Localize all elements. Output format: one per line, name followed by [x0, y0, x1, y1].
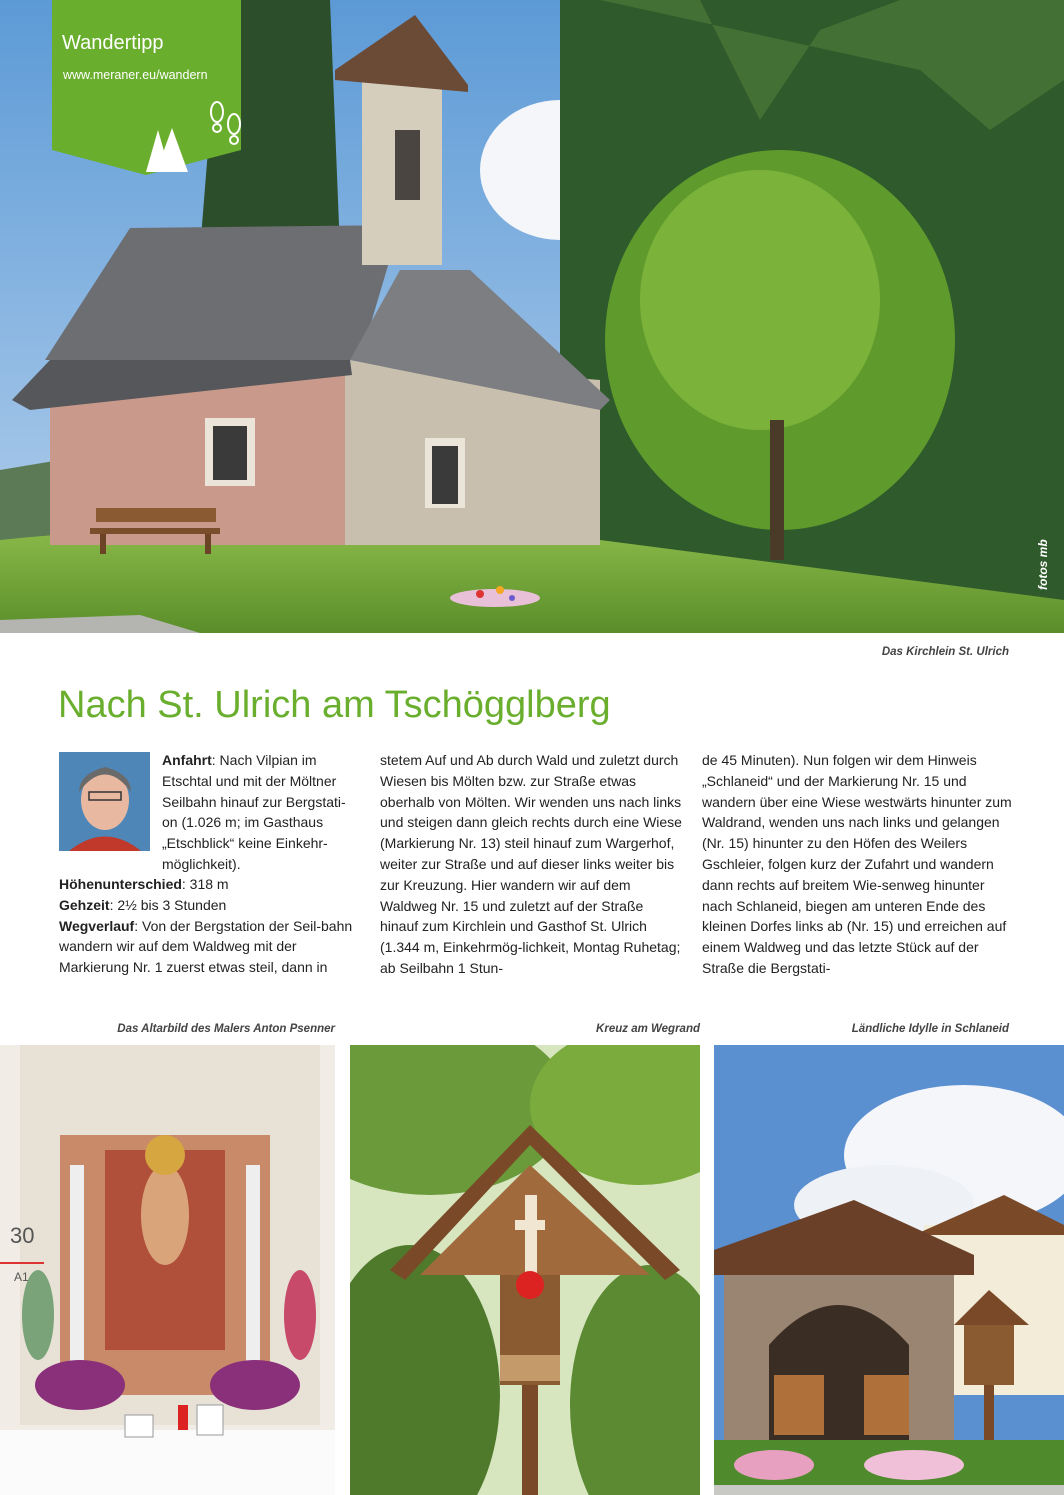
text-wegverlauf: : Von der Bergstation der Seil-bahn wandern wir auf dem Waldweg mit der Markierung Nr. 1 zuerst etwas steil, dann in	[59, 917, 353, 976]
label-anfahrt: Anfahrt	[162, 752, 212, 768]
text-hoehenunterschied: : 318 m	[181, 876, 229, 892]
article-headline: Nach St. Ulrich am Tschögglberg	[58, 684, 611, 726]
page-number-rule	[0, 1262, 44, 1264]
label-gehzeit: Gehzeit	[59, 896, 110, 913]
author-portrait	[59, 752, 150, 851]
photo-credit: fotos mb	[1036, 539, 1050, 590]
badge-url[interactable]: www.meraner.eu/wandern	[63, 68, 208, 82]
caption-schlaneid: Ländliche Idylle in Schlaneid	[851, 1023, 1009, 1035]
column-2: stetem Auf und Ab durch Wald und zuletzt durch Wiesen bis Mölten bzw. zur Straße etwas oberhalb von Mölten. Wir wenden uns nach links und steigen dann gleich rechts durch eine Wiese (Markierung Nr. 13) steil hinauf zum Wargerhof, weiter zur Straße und auf dieser links weiter bis zur Kreuzung. Hier wandern wir auf dem Waldweg Nr. 15 und zuletzt auf der Straße hinauf zum Kirchlein und Gasthof St. Ulrich (1.344 m, Einkehrmög-lichkeit, Montag Ruhetag; ab Seilbahn 1 Stun-	[380, 752, 682, 976]
text-anfahrt: : Nach Vilpian im Etschtal und mit der Möltner Seilbahn hinauf zur Bergstati-on (1.026 m; im Gasthaus „Etschblick“ keine Einkehr-möglichkeit).	[162, 752, 346, 872]
caption-kreuz: Kreuz am Wegrand	[596, 1023, 700, 1035]
label-hoehenunterschied: Höhenunterschied	[59, 876, 182, 892]
photo-altar	[0, 1045, 335, 1495]
label-wegverlauf: Wegverlauf	[59, 917, 135, 934]
hero-caption: Das Kirchlein St. Ulrich	[881, 646, 1009, 658]
photo-schlaneid	[714, 1045, 1064, 1495]
page-number: 30	[10, 1223, 35, 1248]
text-gehzeit: : 2½ bis 3 Stunden	[109, 896, 227, 913]
caption-altarbild: Das Altarbild des Malers Anton Psenner	[117, 1023, 335, 1035]
wandertipp-badge	[52, 0, 241, 175]
badge-title: Wandertipp	[62, 32, 164, 54]
page-sub-label: A1	[14, 1270, 29, 1284]
column-1-rest	[59, 874, 359, 978]
column-1-intro	[162, 750, 358, 875]
column-3: de 45 Minuten). Nun folgen wir dem Hinweis „Schlaneid“ und der Markierung Nr. 15 und wandern über eine Wiese westwärts hinunter zum Waldrand, wenden uns nach links und gelangen (Nr. 15) hinunter zu den Höfen des Weilers Gschleier, folgen kurz der Zufahrt und wandern dann rechts auf breitem Wie-senweg hinunter nach Schlaneid, biegen am unteren Ende des kleinen Dorfes links ab (Nr. 15) und erreichen auf einem Waldweg und das letzte Stück auf der Straße die Bergstati-	[702, 752, 1012, 976]
photo-cross	[350, 1045, 700, 1495]
